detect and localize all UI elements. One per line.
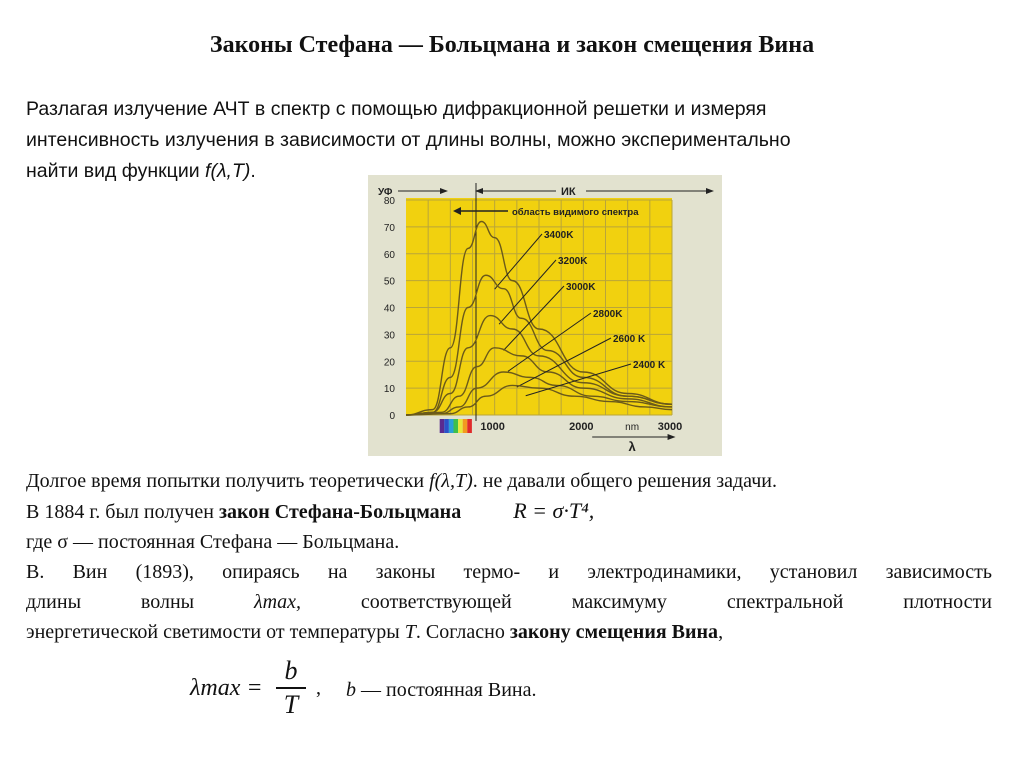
line4-word: электродинамики, [587, 561, 742, 583]
y-tick-label: 60 [383, 249, 395, 261]
wien-constant-tail: — постоянная Вина. [356, 679, 537, 701]
spectrum-chart [368, 175, 722, 456]
line4-word: установил [769, 561, 858, 583]
line4-word: (1893), [135, 561, 194, 583]
y-tick-label: 70 [383, 222, 395, 234]
wien-comma: , [316, 677, 321, 699]
line4-word: термо- [463, 561, 521, 583]
y-tick-label: 0 [389, 411, 395, 422]
wien-numerator: b [284, 656, 298, 685]
line5-word: спектральной [726, 591, 844, 613]
line5-word: соответствующей [360, 591, 512, 613]
intro-line-2: интенсивность излучения в зависимости от длины волны, можно экспериментально [26, 129, 791, 151]
line4-word: законы [375, 561, 436, 583]
line5-word: волны [140, 591, 195, 613]
y-tick-label: 10 [383, 384, 395, 396]
visible-region-label: область видимого спектра [512, 207, 639, 218]
wien-formula-lhs: λmax = [190, 675, 263, 701]
x-tick-label: 2000 [569, 421, 594, 433]
body-line-3: где σ — постоянная Стефана — Больцмана. [26, 531, 400, 553]
wien-law: закону смещения Вина [509, 621, 719, 643]
intro-line-3-prefix: найти вид функции [26, 160, 200, 182]
series-label: 3200K [558, 256, 588, 267]
body-line-2 [26, 496, 992, 527]
stefan-boltzmann-law: закон Стефана-Больцмана [218, 501, 462, 523]
wien-fraction [276, 657, 306, 719]
ir-label: ИК [561, 186, 576, 198]
body-p2-prefix: В 1884 г. был получен [26, 501, 214, 523]
intro-line-1: Разлагая излучение АЧТ в спектр с помощью дифракционной решетки и измеряя [26, 98, 767, 120]
visible-spectrum-band [458, 419, 463, 433]
intro-paragraph [26, 94, 986, 187]
series-label: 2800K [593, 309, 623, 320]
body-p1-prefix: Долгое время попытки получить теоретически [26, 470, 425, 492]
body-p1-suffix: . не давали общего решения задачи. [472, 470, 778, 492]
page-title: Законы Стефана — Больцмана и закон смещения Вина [209, 32, 815, 58]
body-p1-function: f(λ,T) [429, 470, 473, 492]
body-p6-temperature: T [404, 621, 416, 643]
x-axis-label: λ [628, 439, 636, 454]
x-unit-label: nm [625, 422, 640, 433]
wien-denominator: T [283, 690, 299, 719]
visible-spectrum-band [453, 419, 458, 433]
y-tick-label: 20 [383, 357, 395, 369]
visible-spectrum-band [449, 419, 454, 433]
body-p6-mid: . Согласно [415, 621, 505, 643]
visible-spectrum-band [440, 419, 445, 433]
body-p6-prefix: энергетической светимости от температуры [26, 621, 400, 643]
line4-word: зависимость [885, 561, 992, 583]
series-label: 2400 K [633, 360, 666, 371]
body-line-6 [26, 617, 992, 647]
series-label: 3400K [544, 230, 574, 241]
series-label: 3000K [566, 282, 596, 293]
body-line-5 [26, 587, 992, 617]
line4-word: на [327, 561, 348, 583]
y-tick-label: 50 [383, 276, 395, 288]
body-p6-suffix: , [718, 621, 724, 643]
fraction-bar [276, 687, 306, 689]
visible-spectrum-band [463, 419, 468, 433]
series-label: 2600 K [613, 334, 646, 345]
line5-word: длины [26, 591, 81, 613]
x-tick-label: 3000 [657, 421, 683, 433]
intro-function: f(λ,T) [205, 160, 251, 182]
line5-word: λmax, [254, 591, 301, 613]
visible-spectrum-band [444, 419, 449, 433]
spectrum-chart-svg [368, 175, 722, 456]
y-tick-label: 30 [383, 330, 395, 342]
uv-label: УФ [378, 187, 393, 198]
body-line-1 [26, 466, 992, 496]
line4-word: опираясь [222, 561, 300, 583]
body-text [26, 466, 992, 647]
line5-word: максимуму [571, 591, 667, 613]
x-tick-label: 1000 [480, 421, 505, 433]
wien-constant-text [346, 679, 536, 702]
line5-word: плотности [903, 591, 992, 613]
y-tick-label: 80 [383, 196, 395, 207]
stefan-boltzmann-formula: R = σ·T⁴, [513, 498, 595, 523]
line4-word: Вин [72, 561, 108, 583]
wien-constant-b: b [346, 679, 356, 701]
intro-line-3-suffix: . [250, 160, 256, 182]
visible-spectrum-band [467, 419, 472, 433]
body-line-4 [26, 557, 992, 587]
line4-word: В. [26, 561, 45, 583]
y-tick-label: 40 [383, 303, 395, 315]
line4-word: и [548, 561, 560, 583]
